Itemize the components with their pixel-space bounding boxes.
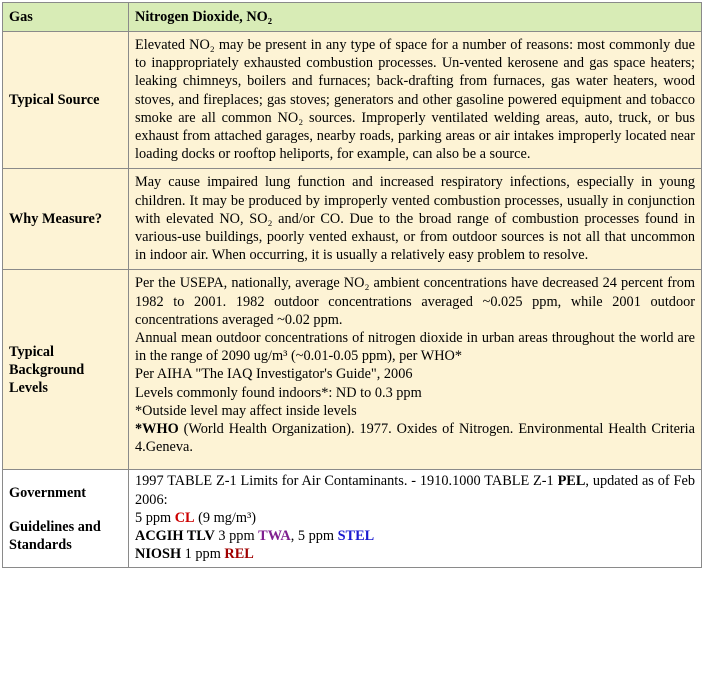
- twa-label: TWA: [258, 528, 291, 545]
- niosh-line: [135, 545, 695, 563]
- why-measure-row: [3, 169, 702, 270]
- background-who-paragraph: Annual mean outdoor concentrations of nitrogen dioxide in urban areas throughout the world are in the range of 2090 ug/m³ (~0.01-0.05 ppm), per WHO*: [135, 330, 695, 365]
- gas-label: Gas: [3, 3, 129, 32]
- rel-label: REL: [224, 546, 254, 563]
- cl-tail: (9 mg/m³): [194, 509, 257, 526]
- acgih-stel-value: , 5 ppm: [290, 528, 338, 545]
- osha-tail: , updated as of Feb 2006:: [135, 473, 695, 508]
- background-aiha-line: Per AIHA "The IAQ Investigator's Guide", 2006: [135, 366, 413, 383]
- background-who-reference: [135, 420, 695, 456]
- spacer: [135, 456, 695, 465]
- niosh-value: 1 ppm: [181, 546, 225, 563]
- niosh-label: NIOSH: [135, 546, 182, 563]
- osha-line: [135, 472, 695, 508]
- acgih-twa-value: 3 ppm: [214, 528, 259, 545]
- government-label: [3, 470, 129, 568]
- background-levels-text: [129, 270, 702, 470]
- why-measure-text: [129, 169, 702, 270]
- typical-source-label: Typical Source: [3, 32, 129, 169]
- gas-name: Nitrogen Dioxide, NO₂: [129, 3, 702, 32]
- who-reference-bold: *WHO: [135, 421, 179, 438]
- osha-pel: PEL: [557, 473, 586, 490]
- header-row: [3, 3, 702, 32]
- who-reference-text: (World Health Organization). 1977. Oxides of Nitrogen. Environmental Health Criteria 4.Geneva.: [135, 421, 695, 456]
- cl-value: 5 ppm: [135, 509, 175, 526]
- acgih-line: [135, 527, 695, 545]
- background-levels-row: [3, 270, 702, 470]
- typical-source-paragraph: Elevated NO₂ may be present in any type of space for a number of reasons: most commonly due to inappropriately exhausted combustion processes. Un-vented kerosene and gas space heaters; leaking chimneys, boilers and furnaces; back-drafting from furnaces, gas water heaters, wood stoves, and fireplaces; gas stoves; generators and other gasoline powered equipment and tobacco smoke are all common NO₂ sources. Improperly ventilated welding areas, auto, truck, or bus exhaust from attached garages, nearby roads, parking areas or air intakes improperly located near loading docks or rooftop heliports, for example, can also be a source.: [135, 37, 695, 163]
- why-measure-label: Why Measure?: [3, 169, 129, 270]
- stel-label: STEL: [337, 528, 375, 545]
- nitrogen-dioxide-table-wrapper: [2, 2, 702, 568]
- background-indoor-line: Levels commonly found indoors*: ND to 0.3 ppm: [135, 384, 422, 401]
- typical-source-row: [3, 32, 702, 169]
- gas-info-table: [2, 2, 702, 568]
- background-usepa-paragraph: Per the USEPA, nationally, average NO₂ ambient concentrations have decreased 24 percent from 1982 to 2001. 1982 outdoor concentrations averaged ~0.025 ppm, while 2001 outdoor concentrations averaged ~0.02 ppm.: [135, 275, 695, 328]
- cl-label: CL: [174, 509, 195, 526]
- background-levels-label: Typical Background Levels: [3, 270, 129, 470]
- acgih-label: ACGIH TLV: [135, 528, 215, 545]
- cl-line: [135, 509, 695, 527]
- typical-source-text: [129, 32, 702, 169]
- government-label-line2: Guidelines and Standards: [9, 518, 101, 554]
- government-row: [3, 470, 702, 568]
- government-text: [129, 470, 702, 568]
- osha-text: 1997 TABLE Z-1 Limits for Air Contaminants. - 1910.1000 TABLE Z-1: [135, 473, 558, 490]
- background-outside-note: *Outside level may affect inside levels: [135, 402, 357, 419]
- government-label-line1: Government: [9, 484, 87, 501]
- why-measure-paragraph: May cause impaired lung function and increased respiratory infections, especially in young children. It may be produced by improperly vented combustion processes, usually in conjunction with elevated NO, SO₂ and/or CO. Due to the broad range of combustion processes found in various-use buildings, poorly vented exhaust, or from outdoor sources is not all that uncommon in indoor air. When occurring, it is usually a relatively easy problem to resolve.: [135, 174, 695, 264]
